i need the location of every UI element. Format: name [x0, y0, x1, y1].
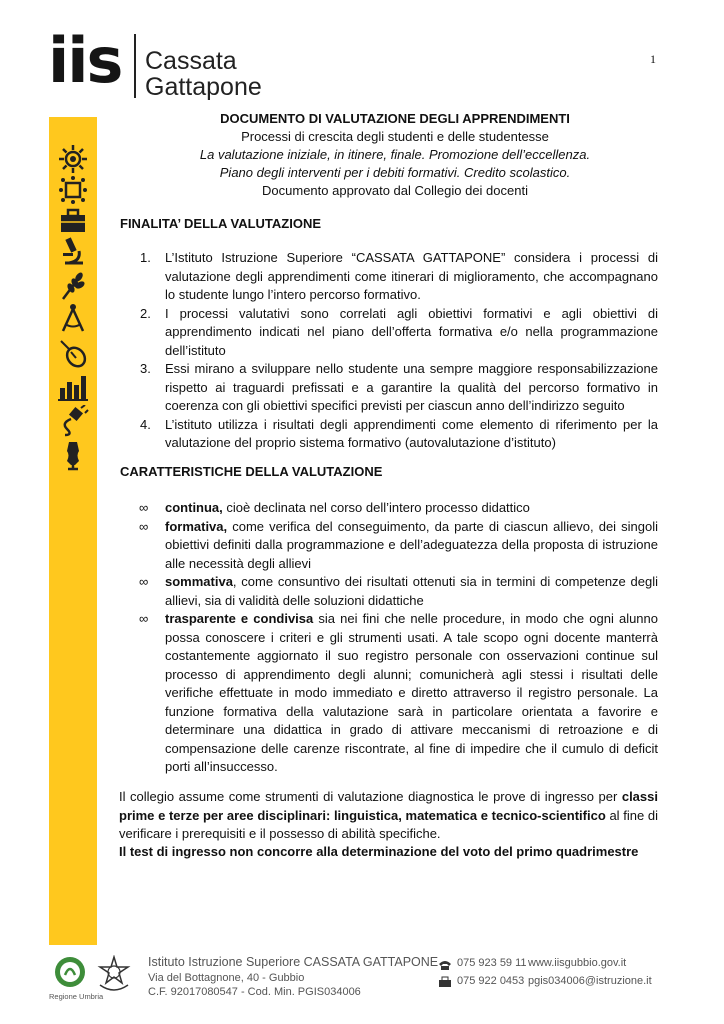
compass-icon [57, 302, 89, 334]
list-item [130, 610, 658, 777]
fax-icon [438, 975, 452, 987]
briefcase-icon [57, 205, 89, 237]
subtitle-line-2: La valutazione iniziale, in itinere, finale. Promozione dell’eccellenza. [199, 147, 591, 162]
list-item-number: 2. [140, 305, 151, 321]
infinity-bullet-icon: ∞ [139, 518, 149, 534]
subtitle-line-1: Processi di crescita degli studenti e delle studentesse [241, 129, 549, 144]
closing-text-a: Il collegio assume come strumenti di valutazione diagnostica le prove di ingresso per [119, 789, 622, 804]
list-item-number: 4. [140, 416, 151, 432]
subtitle-line-4: Documento approvato dal Collegio dei docenti [262, 183, 528, 198]
microscope-icon [57, 235, 89, 267]
document-title: DOCUMENTO DI VALUTAZIONE DEGLI APPRENDIMENTI [220, 111, 570, 126]
email-link[interactable]: pgis034006@istruzione.it [528, 975, 652, 987]
list-item [130, 305, 658, 361]
list-item-keyword: formativa, [165, 518, 228, 534]
list-item [130, 416, 658, 453]
phone-number: 075 923 59 11 [457, 957, 527, 969]
list-item-keyword: continua, [165, 500, 223, 515]
section-heading-caratteristiche: CARATTERISTICHE DELLA VALUTAZIONE [120, 464, 383, 479]
closing-text-bold: classi prime e terze per aree disciplinari: linguistica, matematica e tecnico-scientifico [119, 789, 658, 823]
list-item [130, 573, 658, 610]
closing-text-c: al fine di verificare i prerequisiti e il possesso di abilità specifiche. [119, 807, 658, 841]
school-codes: C.F. 92017080547 - Cod. Min. PGIS034006 [148, 986, 361, 998]
closing-note: Il test di ingresso non concorre alla determinazione del voto del primo quadrimestre [119, 844, 639, 859]
subtitle-line-3: Piano degli interventi per i debiti formativi. Credito scolastico. [219, 165, 571, 180]
logo-line-1: Cassata [145, 47, 237, 75]
electric-plug-icon [57, 405, 89, 437]
logo-divider [134, 34, 136, 98]
list-item [130, 518, 658, 574]
list-item-text: L’Istituto Istruzione Superiore “CASSATA GATTAPONE” considera i processi di valutazione degli apprendimenti come itinerari di miglioramento, che accompagnano lo studente lungo l’intero percorso formativo. [165, 250, 658, 302]
section-heading-finalita: FINALITA’ DELLA VALUTAZIONE [120, 216, 322, 231]
caratteristiche-list [130, 499, 658, 777]
italian-republic-emblem [96, 955, 132, 995]
finalita-list [130, 249, 658, 453]
page-number: 1 [650, 52, 656, 66]
sun-gear-icon [57, 143, 89, 175]
list-item-text: come verifica del conseguimento, da parte di ciascun allievo, dei singoli obiettivi definiti dalla programmazione e dell’adeguatezza della proposta di istruzione alle necessità degli allievi [165, 518, 658, 571]
wheat-icon [57, 269, 89, 301]
list-item-text: sia nei fini che nelle procedure, in modo che ogni alunno possa conoscere i criteri e gli strumenti usati. A tale scopo ogni docente manterrà costantemente aggiornato il suo registro personale con osservazioni continue sul processo di apprendimento degli alunni; comunicherà agli stessi i risultati delle verifiche effettuate in modo immediato e diretto attraverso il registro personale. La funzione formativa della valutazione sarà in particolare orientata a favorire e determinare una didattica in grado di attivare meccanismi di retroazione e di compensazione delle carenze riscontrate, al fine di impedire che il cumulo di deficit porti all’insuccesso. [165, 611, 659, 774]
list-item-text: , come consuntivo dei risultati ottenuti sia in termini di competenze degli allievi, sia di validità delle soluzioni didattiche [165, 574, 658, 608]
list-item [130, 360, 658, 416]
region-label: Regione Umbria [49, 992, 104, 1001]
phone-icon [438, 958, 452, 970]
closing-paragraph [119, 788, 658, 844]
bar-chart-icon [57, 370, 89, 402]
list-item-text: L’istituto utilizza i risultati degli apprendimenti come elemento di riferimento per la valutazione del proprio sistema formativo (autovalutazione d’istituto) [165, 416, 658, 450]
infinity-bullet-icon: ∞ [139, 574, 149, 589]
computer-mouse-icon [57, 337, 89, 369]
school-name: Istituto Istruzione Superiore CASSATA GATTAPONE [148, 955, 439, 969]
logo-school-name [145, 48, 262, 100]
school-address: Via del Bottagnone, 40 - Gubbio [148, 972, 305, 984]
infinity-bullet-icon: ∞ [139, 500, 149, 515]
dress-mannequin-icon [57, 439, 89, 471]
infinity-bullet-icon: ∞ [139, 611, 149, 626]
logo-line-2: Gattapone [145, 73, 262, 101]
regione-umbria-logo [53, 955, 87, 989]
list-item-text: cioè declinata nel corso dell’intero processo didattico [222, 500, 530, 515]
list-item [130, 499, 658, 518]
list-item [130, 249, 658, 305]
list-item-keyword: sommativa [165, 574, 233, 589]
website-link[interactable]: www.iisgubbio.gov.it [528, 957, 627, 969]
circuit-chip-icon [57, 174, 89, 206]
fax-number: 075 922 0453 [457, 975, 525, 987]
list-item-number: 3. [140, 361, 151, 376]
side-icon-strip [49, 117, 97, 945]
list-item-text: I processi valutativi sono correlati agli obiettivi formativi e agli obiettivi di apprendimento indicati nel piano dell’offerta formativa e/o nella programmazione dell’istituto [165, 305, 658, 358]
logo-mark: iis [48, 24, 122, 97]
list-item-text: Essi mirano a sviluppare nello studente una sempre maggiore responsabilizzazione rispetto ai traguardi prefissati e a garantire la qualità del percorso formativo in coerenza con gli obiettivi specifici previsti per ciascun anno dell’indirizzo seguito [165, 361, 658, 413]
list-item-keyword: trasparente e condivisa [165, 611, 314, 626]
list-item-number: 1. [140, 250, 151, 265]
